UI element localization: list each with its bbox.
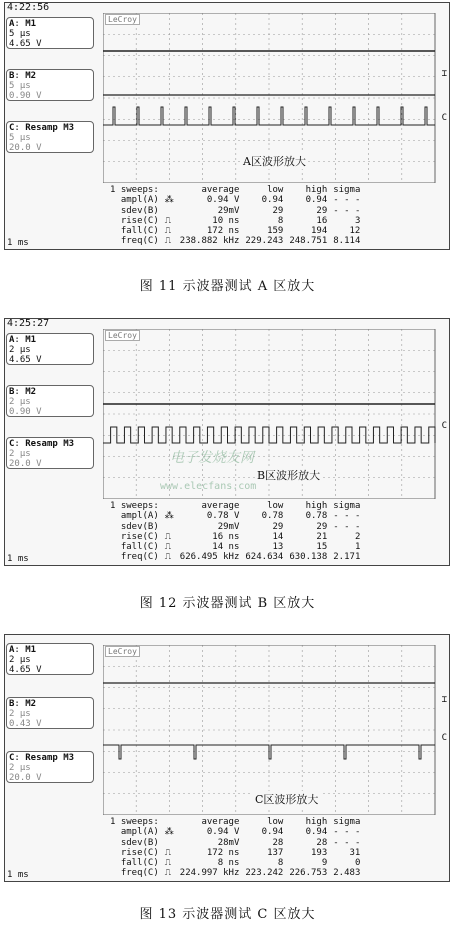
scope-panel-b	[4, 318, 450, 566]
row-low: 8	[277, 215, 284, 226]
row-average: 28mV	[217, 837, 240, 848]
row-symbol	[162, 522, 177, 532]
row-average: 172 ns	[206, 847, 240, 858]
row-sigma: - - -	[333, 521, 361, 532]
row-high: 248.751	[289, 236, 328, 247]
header-high: high	[305, 185, 328, 195]
row-average: 238.882 kHz	[179, 236, 240, 247]
channel-scale: 5 µs	[9, 29, 31, 39]
channel-scale: 5 µs	[9, 133, 31, 143]
channel-c-box[interactable]: C: Resamp M3 2 µs 20.0 V	[6, 751, 94, 783]
channel-tag: A	[9, 645, 15, 655]
channel-name: Resamp M3	[25, 753, 75, 763]
header-high: high	[305, 501, 328, 511]
timestamp: 4:25:27	[7, 318, 50, 329]
row-sigma: 0	[354, 858, 361, 869]
table-row	[107, 206, 363, 216]
channel-tag: B	[9, 71, 15, 81]
table-row	[107, 522, 363, 532]
header-low: low	[267, 501, 284, 511]
row-low: 159	[267, 226, 284, 237]
row-average: 10 ns	[212, 215, 240, 226]
channel-tag: A	[9, 19, 15, 29]
row-average: 626.495 kHz	[179, 552, 240, 563]
row-average: 172 ns	[206, 226, 240, 237]
channel-tag: A	[9, 335, 15, 345]
channel-name: M2	[25, 699, 37, 709]
channel-level: 4.65 V	[9, 665, 42, 675]
channel-b-box[interactable]: B: M2 2 µs 0.90 V	[6, 385, 94, 417]
table-row	[107, 868, 363, 878]
graticule	[103, 645, 435, 815]
row-label: fall(C)	[120, 858, 159, 869]
table-row	[107, 532, 363, 542]
row-high: 194	[311, 226, 328, 237]
figure-caption: 图 12 示波器测试 B 区放大	[139, 596, 316, 611]
table-row	[107, 838, 363, 848]
channel-level: 0.90 V	[9, 91, 42, 101]
row-symbol: ⎍	[164, 552, 172, 563]
row-sigma: - - -	[333, 511, 361, 522]
row-sigma: 2.483	[333, 868, 361, 879]
header-low: low	[267, 817, 284, 827]
row-symbol: ⎍	[164, 858, 172, 869]
channel-scale: 2 µs	[9, 763, 31, 773]
waveform-svg	[103, 645, 447, 815]
row-average: 14 ns	[212, 542, 240, 553]
marker-c: C	[441, 113, 447, 123]
table-row	[107, 195, 363, 205]
channel-level: 0.43 V	[9, 719, 42, 729]
header-average: average	[201, 817, 240, 827]
channel-tag: C	[9, 123, 15, 133]
channel-scale: 5 µs	[9, 81, 31, 91]
watermark-url: www.elecfans.com	[160, 481, 257, 492]
channel-name: M1	[25, 335, 37, 345]
row-average: 29mV	[217, 205, 240, 216]
channel-name: M1	[25, 645, 37, 655]
row-high: 9	[321, 858, 328, 869]
channel-a-box[interactable]: A: M1 2 µs 4.65 V	[6, 333, 94, 365]
brand-label: LeCroy	[105, 646, 140, 657]
row-label: fall(C)	[120, 226, 159, 237]
row-sigma: 2.171	[333, 552, 361, 563]
row-symbol: ⎍	[164, 868, 172, 879]
header-average: average	[201, 501, 240, 511]
row-low: 13	[272, 542, 284, 553]
row-average: 0.78 V	[206, 511, 240, 522]
row-high: 29	[316, 205, 328, 216]
row-label: rise(C)	[120, 215, 159, 226]
row-sigma: 2	[354, 531, 361, 542]
row-symbol: ⎍	[164, 215, 172, 226]
row-symbol	[162, 838, 177, 848]
row-symbol	[162, 206, 177, 216]
row-high: 226.753	[289, 868, 328, 879]
row-low: 0.94	[261, 195, 284, 206]
row-average: 29mV	[217, 521, 240, 532]
timebase: 1 ms	[7, 554, 29, 564]
sweeps-label: 1 sweeps:	[110, 501, 159, 511]
row-average: 16 ns	[212, 531, 240, 542]
zoom-label: A区波形放大	[243, 155, 306, 168]
row-sigma: 1	[354, 542, 361, 553]
marker-c: C	[441, 421, 447, 431]
channel-name: M1	[25, 19, 37, 29]
row-label: fall(C)	[120, 542, 159, 553]
row-average: 0.94 V	[206, 827, 240, 838]
channel-a-box[interactable]: A: M1 2 µs 4.65 V	[6, 643, 94, 675]
row-high: 193	[311, 847, 328, 858]
row-low: 8	[277, 858, 284, 869]
zoom-label: B区波形放大	[257, 469, 321, 482]
sweeps-label: 1 sweeps:	[110, 817, 159, 827]
channel-tag: C	[9, 753, 15, 763]
header-average: average	[201, 185, 240, 195]
channel-level: 4.65 V	[9, 355, 42, 365]
row-high: 0.78	[305, 511, 328, 522]
header-sigma: sigma	[333, 185, 361, 195]
row-high: 0.94	[305, 195, 328, 206]
brand-label: LeCroy	[105, 14, 140, 25]
scope-panel-c	[4, 634, 450, 882]
row-sigma: 8.114	[333, 236, 361, 247]
channel-scale: 2 µs	[9, 345, 31, 355]
channel-b-box[interactable]: B: M2 5 µs 0.90 V	[6, 69, 94, 101]
header-low: low	[267, 185, 284, 195]
row-average: 224.997 kHz	[179, 868, 240, 879]
row-low: 14	[272, 531, 284, 542]
marker-a: ⌶	[441, 69, 447, 79]
row-high: 630.138	[289, 552, 328, 563]
row-symbol: ⁂	[164, 827, 174, 838]
row-label: rise(C)	[120, 847, 159, 858]
header-sigma: sigma	[333, 501, 361, 511]
table-row	[107, 542, 363, 552]
row-high: 28	[316, 837, 328, 848]
row-high: 21	[316, 531, 328, 542]
channel-tag: C	[9, 439, 15, 449]
row-high: 16	[316, 215, 328, 226]
row-symbol: ⁂	[164, 195, 174, 206]
watermark-text: 电子发烧友网	[170, 450, 254, 466]
row-high: 0.94	[305, 827, 328, 838]
row-low: 624.634	[245, 552, 284, 563]
channel-tag: B	[9, 699, 15, 709]
table-row	[107, 236, 363, 246]
row-symbol: ⎍	[164, 226, 172, 237]
channel-name: M2	[25, 71, 37, 81]
channel-scale: 2 µs	[9, 449, 31, 459]
scope-panel-a	[4, 2, 450, 250]
row-symbol: ⎍	[164, 531, 172, 542]
row-sigma: 12	[349, 226, 361, 237]
row-symbol: ⎍	[164, 847, 172, 858]
brand-label: LeCroy	[105, 330, 140, 341]
square-path	[103, 427, 435, 443]
table-row	[107, 552, 363, 562]
channel-name: Resamp M3	[25, 123, 75, 133]
row-sigma: 3	[354, 215, 361, 226]
timestamp: 4:22:56	[7, 2, 50, 13]
channel-c-box[interactable]: C: Resamp M3 2 µs 20.0 V	[6, 437, 94, 469]
table-row	[107, 216, 363, 226]
row-label: sdev(B)	[120, 837, 159, 848]
row-label: ampl(A)	[120, 195, 159, 206]
timebase: 1 ms	[7, 870, 29, 880]
row-label: ampl(A)	[120, 827, 159, 838]
header-high: high	[305, 817, 328, 827]
row-label: rise(C)	[120, 531, 159, 542]
row-average: 8 ns	[217, 858, 240, 869]
row-label: freq(C)	[120, 236, 159, 247]
marker-c: C	[441, 733, 447, 743]
trace-c	[103, 745, 435, 759]
channel-scale: 2 µs	[9, 709, 31, 719]
channel-level: 4.65 V	[9, 39, 42, 49]
zoom-label: C区波形放大	[255, 793, 319, 806]
row-label: freq(C)	[120, 552, 159, 563]
row-symbol: ⎍	[164, 236, 172, 247]
row-low: 0.78	[261, 511, 284, 522]
row-high: 29	[316, 521, 328, 532]
row-low: 29	[272, 205, 284, 216]
row-low: 229.243	[245, 236, 284, 247]
channel-scale: 2 µs	[9, 655, 31, 665]
row-label: ampl(A)	[120, 511, 159, 522]
channel-scale: 2 µs	[9, 397, 31, 407]
channel-level: 20.0 V	[9, 143, 42, 153]
row-sigma: 31	[349, 847, 361, 858]
figure-caption: 图 13 示波器测试 C 区放大	[139, 907, 316, 922]
pulse-path	[103, 745, 435, 759]
row-sigma: - - -	[333, 205, 361, 216]
row-average: 0.94 V	[206, 195, 240, 206]
figure-caption: 图 11 示波器测试 A 区放大	[139, 279, 316, 294]
table-row	[107, 848, 363, 858]
table-row	[107, 511, 363, 521]
row-low: 29	[272, 521, 284, 532]
channel-name: Resamp M3	[25, 439, 75, 449]
header-sigma: sigma	[333, 817, 361, 827]
waveform-screen	[103, 13, 447, 183]
timebase: 1 ms	[7, 238, 29, 248]
table-row	[107, 226, 363, 236]
channel-level: 0.90 V	[9, 407, 42, 417]
row-sigma: - - -	[333, 195, 361, 206]
channel-c-box[interactable]: C: Resamp M3 5 µs 20.0 V	[6, 121, 94, 153]
row-symbol: ⎍	[164, 542, 172, 553]
trace-c	[103, 427, 435, 443]
row-symbol: ⁂	[164, 511, 174, 522]
row-high: 15	[316, 542, 328, 553]
table-row	[107, 858, 363, 868]
channel-a-box[interactable]: A: M1 5 µs 4.65 V	[6, 17, 94, 49]
waveform-screen	[103, 645, 447, 815]
channel-tag: B	[9, 387, 15, 397]
row-low: 0.94	[261, 827, 284, 838]
row-label: sdev(B)	[120, 205, 159, 216]
row-sigma: - - -	[333, 837, 361, 848]
row-low: 28	[272, 837, 284, 848]
row-label: freq(C)	[120, 868, 159, 879]
row-low: 223.242	[245, 868, 284, 879]
channel-level: 20.0 V	[9, 459, 42, 469]
channel-b-box[interactable]: B: M2 2 µs 0.43 V	[6, 697, 94, 729]
sweeps-label: 1 sweeps:	[110, 185, 159, 195]
row-sigma: - - -	[333, 827, 361, 838]
channel-level: 20.0 V	[9, 773, 42, 783]
row-label: sdev(B)	[120, 521, 159, 532]
table-row	[107, 827, 363, 837]
marker-a: ⌶	[441, 695, 447, 705]
channel-name: M2	[25, 387, 37, 397]
waveform-screen	[103, 329, 447, 499]
row-low: 137	[267, 847, 284, 858]
